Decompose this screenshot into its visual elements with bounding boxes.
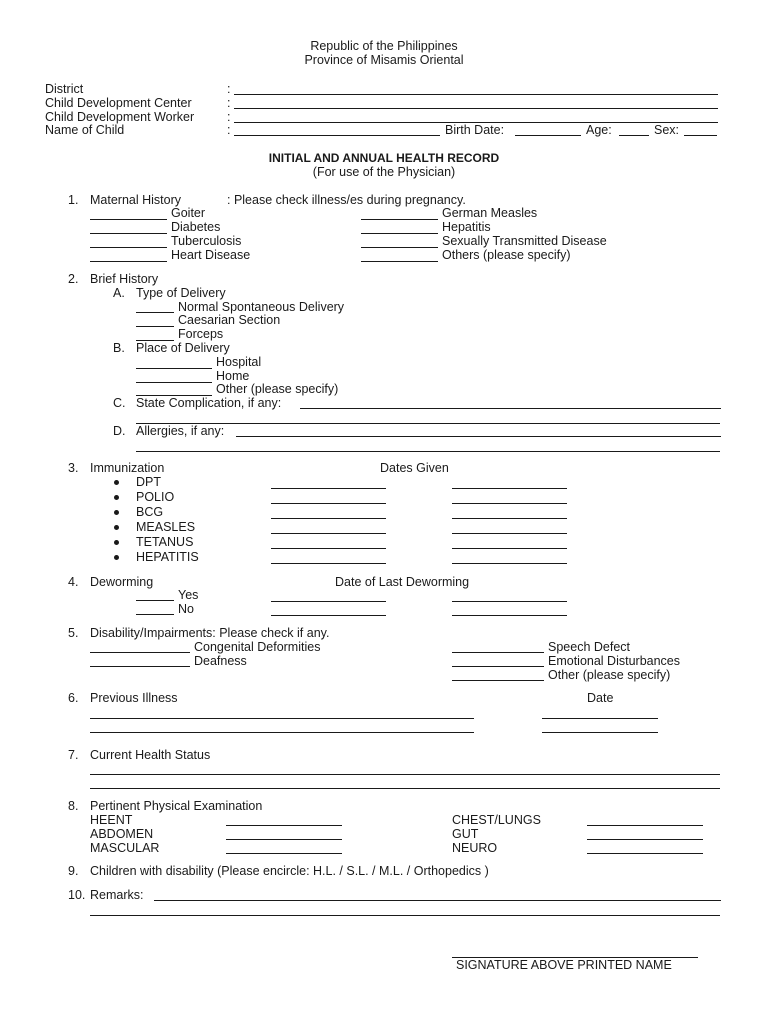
std-label: Sexually Transmitted Disease	[442, 234, 607, 248]
tuberculosis-label: Tuberculosis	[171, 234, 242, 248]
s1-number: 1.	[68, 193, 79, 207]
s5-number: 5.	[68, 626, 79, 640]
s5-label: Disability/Impairments: Please check if any.	[90, 626, 330, 640]
goiter-label: Goiter	[171, 206, 206, 220]
deworm-date-1[interactable]	[271, 601, 386, 602]
sex-label: Sex:	[654, 123, 680, 137]
s1-instruction: : Please check illness/es during pregnancy.	[227, 193, 466, 207]
dpt-label: DPT	[136, 475, 161, 489]
bcg-label: BCG	[136, 505, 164, 519]
s9-label: Children with disability (Please encircle: H.L. / S.L. / M.L. / Orthopedics )	[90, 864, 489, 878]
neuro-label: NEURO	[452, 841, 498, 855]
speech-defect-label: Speech Defect	[548, 640, 630, 654]
tetanus-date-1[interactable]	[271, 548, 386, 549]
district-field[interactable]	[234, 94, 718, 95]
heart-disease-check[interactable]	[90, 261, 167, 262]
chest-lungs-field[interactable]	[587, 825, 703, 826]
congenital-check[interactable]	[90, 652, 190, 653]
deworm-date-2[interactable]	[452, 601, 567, 602]
bullet-icon	[114, 540, 119, 545]
chest-lungs-label: CHEST/LUNGS	[452, 813, 541, 827]
hospital-label: Hospital	[216, 355, 262, 369]
s2d-letter: D.	[113, 424, 126, 438]
child-name-label: Name of Child	[45, 123, 125, 137]
allergies-field-2[interactable]	[136, 451, 720, 452]
form-title: INITIAL AND ANNUAL HEALTH RECORD	[268, 151, 500, 165]
emotional-check[interactable]	[452, 666, 544, 667]
age-label: Age:	[586, 123, 612, 137]
s2b-letter: B.	[113, 341, 125, 355]
std-check[interactable]	[361, 247, 438, 248]
goiter-check[interactable]	[90, 219, 167, 220]
diabetes-label: Diabetes	[171, 220, 221, 234]
speech-defect-check[interactable]	[452, 652, 544, 653]
complication-field[interactable]	[300, 408, 721, 409]
emotional-label: Emotional Disturbances	[548, 654, 681, 668]
s10-label: Remarks:	[90, 888, 144, 902]
heart-disease-label: Heart Disease	[171, 248, 251, 262]
remarks-field-1[interactable]	[154, 900, 721, 901]
tuberculosis-check[interactable]	[90, 247, 167, 248]
other-disability-check[interactable]	[452, 680, 544, 681]
sex-field[interactable]	[684, 135, 717, 136]
s6-number: 6.	[68, 691, 79, 705]
bcg-date-1[interactable]	[271, 518, 386, 519]
home-check[interactable]	[136, 382, 212, 383]
polio-date-1[interactable]	[271, 503, 386, 504]
abdomen-field[interactable]	[226, 839, 342, 840]
congenital-label: Congenital Deformities	[194, 640, 321, 654]
mascular-field[interactable]	[226, 853, 342, 854]
caesarian-check[interactable]	[136, 326, 174, 327]
diabetes-check[interactable]	[90, 233, 167, 234]
allergies-field[interactable]	[236, 436, 721, 437]
illness-date-label: Date	[587, 691, 614, 705]
health-status-field-1[interactable]	[90, 774, 720, 775]
german-measles-check[interactable]	[361, 219, 438, 220]
deworm-no-label: No	[178, 602, 194, 616]
measles-label: MEASLES	[136, 520, 196, 534]
child-name-colon: :	[227, 123, 231, 137]
deafness-label: Deafness	[194, 654, 247, 668]
tetanus-label: TETANUS	[136, 535, 194, 549]
delivery-type-label: Type of Delivery	[136, 286, 226, 300]
s3-label: Immunization	[90, 461, 165, 475]
dpt-date-1[interactable]	[271, 488, 386, 489]
nsd-label: Normal Spontaneous Delivery	[178, 300, 345, 314]
form-subtitle: (For use of the Physician)	[312, 165, 456, 179]
s8-number: 8.	[68, 799, 79, 813]
hepatitis-label: Hepatitis	[442, 220, 491, 234]
gut-field[interactable]	[587, 839, 703, 840]
delivery-place-label: Place of Delivery	[136, 341, 230, 355]
bullet-icon	[114, 480, 119, 485]
previous-illness-field-2[interactable]	[90, 732, 474, 733]
bullet-icon	[114, 555, 119, 560]
s1-label: Maternal History	[90, 193, 181, 207]
cdc-label: Child Development Center	[45, 96, 192, 110]
health-status-field-2[interactable]	[90, 788, 720, 789]
s4-label: Deworming	[90, 575, 154, 589]
cdc-field[interactable]	[234, 108, 718, 109]
nsd-check[interactable]	[136, 312, 174, 313]
neuro-field[interactable]	[587, 853, 703, 854]
s2c-letter: C.	[113, 396, 126, 410]
heent-field[interactable]	[226, 825, 342, 826]
deafness-check[interactable]	[90, 666, 190, 667]
abdomen-label: ABDOMEN	[90, 827, 154, 841]
dpt-date-2[interactable]	[452, 488, 567, 489]
deworm-yes-check[interactable]	[136, 600, 174, 601]
s7-number: 7.	[68, 748, 79, 762]
child-name-field[interactable]	[234, 135, 440, 136]
district-label: District	[45, 82, 84, 96]
mascular-label: MASCULAR	[90, 841, 160, 855]
illness-date-field-2[interactable]	[542, 732, 658, 733]
gut-label: GUT	[452, 827, 479, 841]
deworm-no-check[interactable]	[136, 614, 174, 615]
tetanus-date-2[interactable]	[452, 548, 567, 549]
forceps-label: Forceps	[178, 327, 224, 341]
hepatitis-check[interactable]	[361, 233, 438, 234]
hepatitis-vaccine-label: HEPATITIS	[136, 550, 199, 564]
signature-label: SIGNATURE ABOVE PRINTED NAME	[456, 958, 672, 972]
home-label: Home	[216, 369, 250, 383]
birth-date-label: Birth Date:	[445, 123, 505, 137]
hepatitis-date-1[interactable]	[271, 563, 386, 564]
cdw-colon: :	[227, 110, 231, 124]
bullet-icon	[114, 495, 119, 500]
allergies-label: Allergies, if any:	[136, 424, 225, 438]
previous-illness-field-1[interactable]	[90, 718, 474, 719]
bullet-icon	[114, 525, 119, 530]
other-place-label: Other (please specify)	[216, 382, 339, 396]
cdw-label: Child Development Worker	[45, 110, 195, 124]
district-colon: :	[227, 82, 231, 96]
age-field[interactable]	[619, 135, 649, 136]
s2a-letter: A.	[113, 286, 125, 300]
deworm-date-3[interactable]	[271, 615, 386, 616]
polio-date-2[interactable]	[452, 503, 567, 504]
s8-label: Pertinent Physical Examination	[90, 799, 263, 813]
s9-number: 9.	[68, 864, 79, 878]
s2-label: Brief History	[90, 272, 159, 286]
s10-number: 10.	[68, 888, 86, 902]
others-label: Others (please specify)	[442, 248, 571, 262]
hospital-check[interactable]	[136, 368, 212, 369]
cdc-colon: :	[227, 96, 231, 110]
measles-date-2[interactable]	[452, 533, 567, 534]
header-province: Province of Misamis Oriental	[304, 53, 464, 67]
bullet-icon	[114, 510, 119, 515]
header-country: Republic of the Philippines	[310, 39, 458, 53]
deworm-yes-label: Yes	[178, 588, 199, 602]
illness-date-field-1[interactable]	[542, 718, 658, 719]
hepatitis-date-2[interactable]	[452, 563, 567, 564]
heent-label: HEENT	[90, 813, 133, 827]
deworm-date-4[interactable]	[452, 615, 567, 616]
dates-given-label: Dates Given	[380, 461, 449, 475]
others-check[interactable]	[361, 261, 438, 262]
measles-date-1[interactable]	[271, 533, 386, 534]
german-measles-label: German Measles	[442, 206, 538, 220]
remarks-field-2[interactable]	[90, 915, 720, 916]
bcg-date-2[interactable]	[452, 518, 567, 519]
birth-date-field[interactable]	[515, 135, 581, 136]
last-deworming-label: Date of Last Deworming	[335, 575, 470, 589]
complication-label: State Complication, if any:	[136, 396, 282, 410]
other-disability-label: Other (please specify)	[548, 668, 671, 682]
s2-number: 2.	[68, 272, 79, 286]
s3-number: 3.	[68, 461, 79, 475]
s7-label: Current Health Status	[90, 748, 211, 762]
caesarian-label: Caesarian Section	[178, 313, 281, 327]
polio-label: POLIO	[136, 490, 175, 504]
s4-number: 4.	[68, 575, 79, 589]
s6-label: Previous Illness	[90, 691, 178, 705]
